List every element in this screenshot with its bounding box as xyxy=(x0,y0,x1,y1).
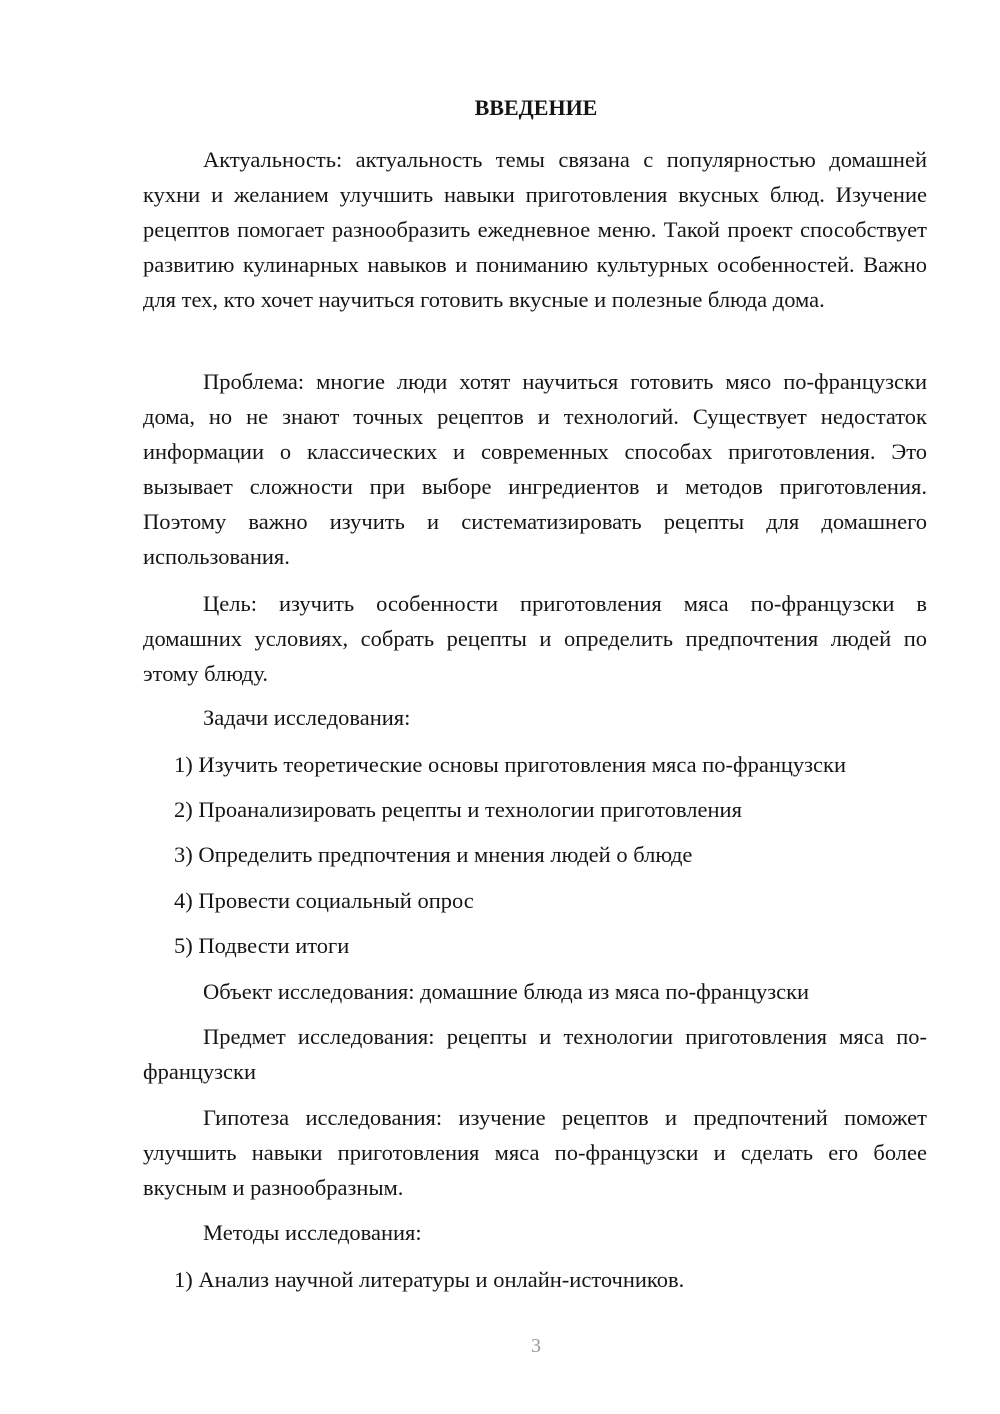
goal-paragraph: Цель: изучить особенности приготовления мяса по-французски в домашних условиях, собрать рецепты и определить предпочтения людей по этому блюду. xyxy=(143,591,927,686)
relevance-paragraph: Актуальность: актуальность темы связана с популярностью домашней кухни и желанием улучшить навыки приготовления вкусных блюд. Изучение рецептов помогает разнообразить ежедневное меню. Такой проект способствует развитию кулинарных навыков и пониманию культурных особенностей. Важно для тех, кто хочет научиться готовить вкусные и полезные блюда дома. xyxy=(143,147,927,312)
task-item: 5) Подвести итоги xyxy=(174,933,350,958)
page-title: ВВЕДЕНИЕ xyxy=(474,95,598,120)
page-number: 3 xyxy=(531,1335,541,1357)
hypothesis-paragraph: Гипотеза исследования: изучение рецептов и предпочтений поможет улучшить навыки приготовления мяса по-французски и сделать его более вкусным и разнообразным. xyxy=(143,1105,927,1200)
methods-heading: Методы исследования: xyxy=(203,1220,422,1245)
task-item: 3) Определить предпочтения и мнения людей о блюде xyxy=(174,842,693,867)
object-line: Объект исследования: домашние блюда из мяса по-французски xyxy=(203,979,810,1004)
task-item: 2) Проанализировать рецепты и технологии приготовления xyxy=(174,797,742,822)
problem-paragraph: Проблема: многие люди хотят научиться готовить мясо по-французски дома, но не знают точных рецептов и технологий. Существует недостаток информации о классических и современных способах приготовления. Это вызывает сложности при выборе ингредиентов и методов приготовления. Поэтому важно изучить и систематизировать рецепты для домашнего использования. xyxy=(143,369,927,569)
method-item: 1) Анализ научной литературы и онлайн-источников. xyxy=(174,1267,685,1292)
task-item: 4) Провести социальный опрос xyxy=(174,888,474,913)
task-item: 1) Изучить теоретические основы приготовления мяса по-французски xyxy=(174,752,847,777)
subject-paragraph: Предмет исследования: рецепты и технологии приготовления мяса по-французски xyxy=(143,1024,927,1084)
tasks-heading: Задачи исследования: xyxy=(203,705,411,730)
